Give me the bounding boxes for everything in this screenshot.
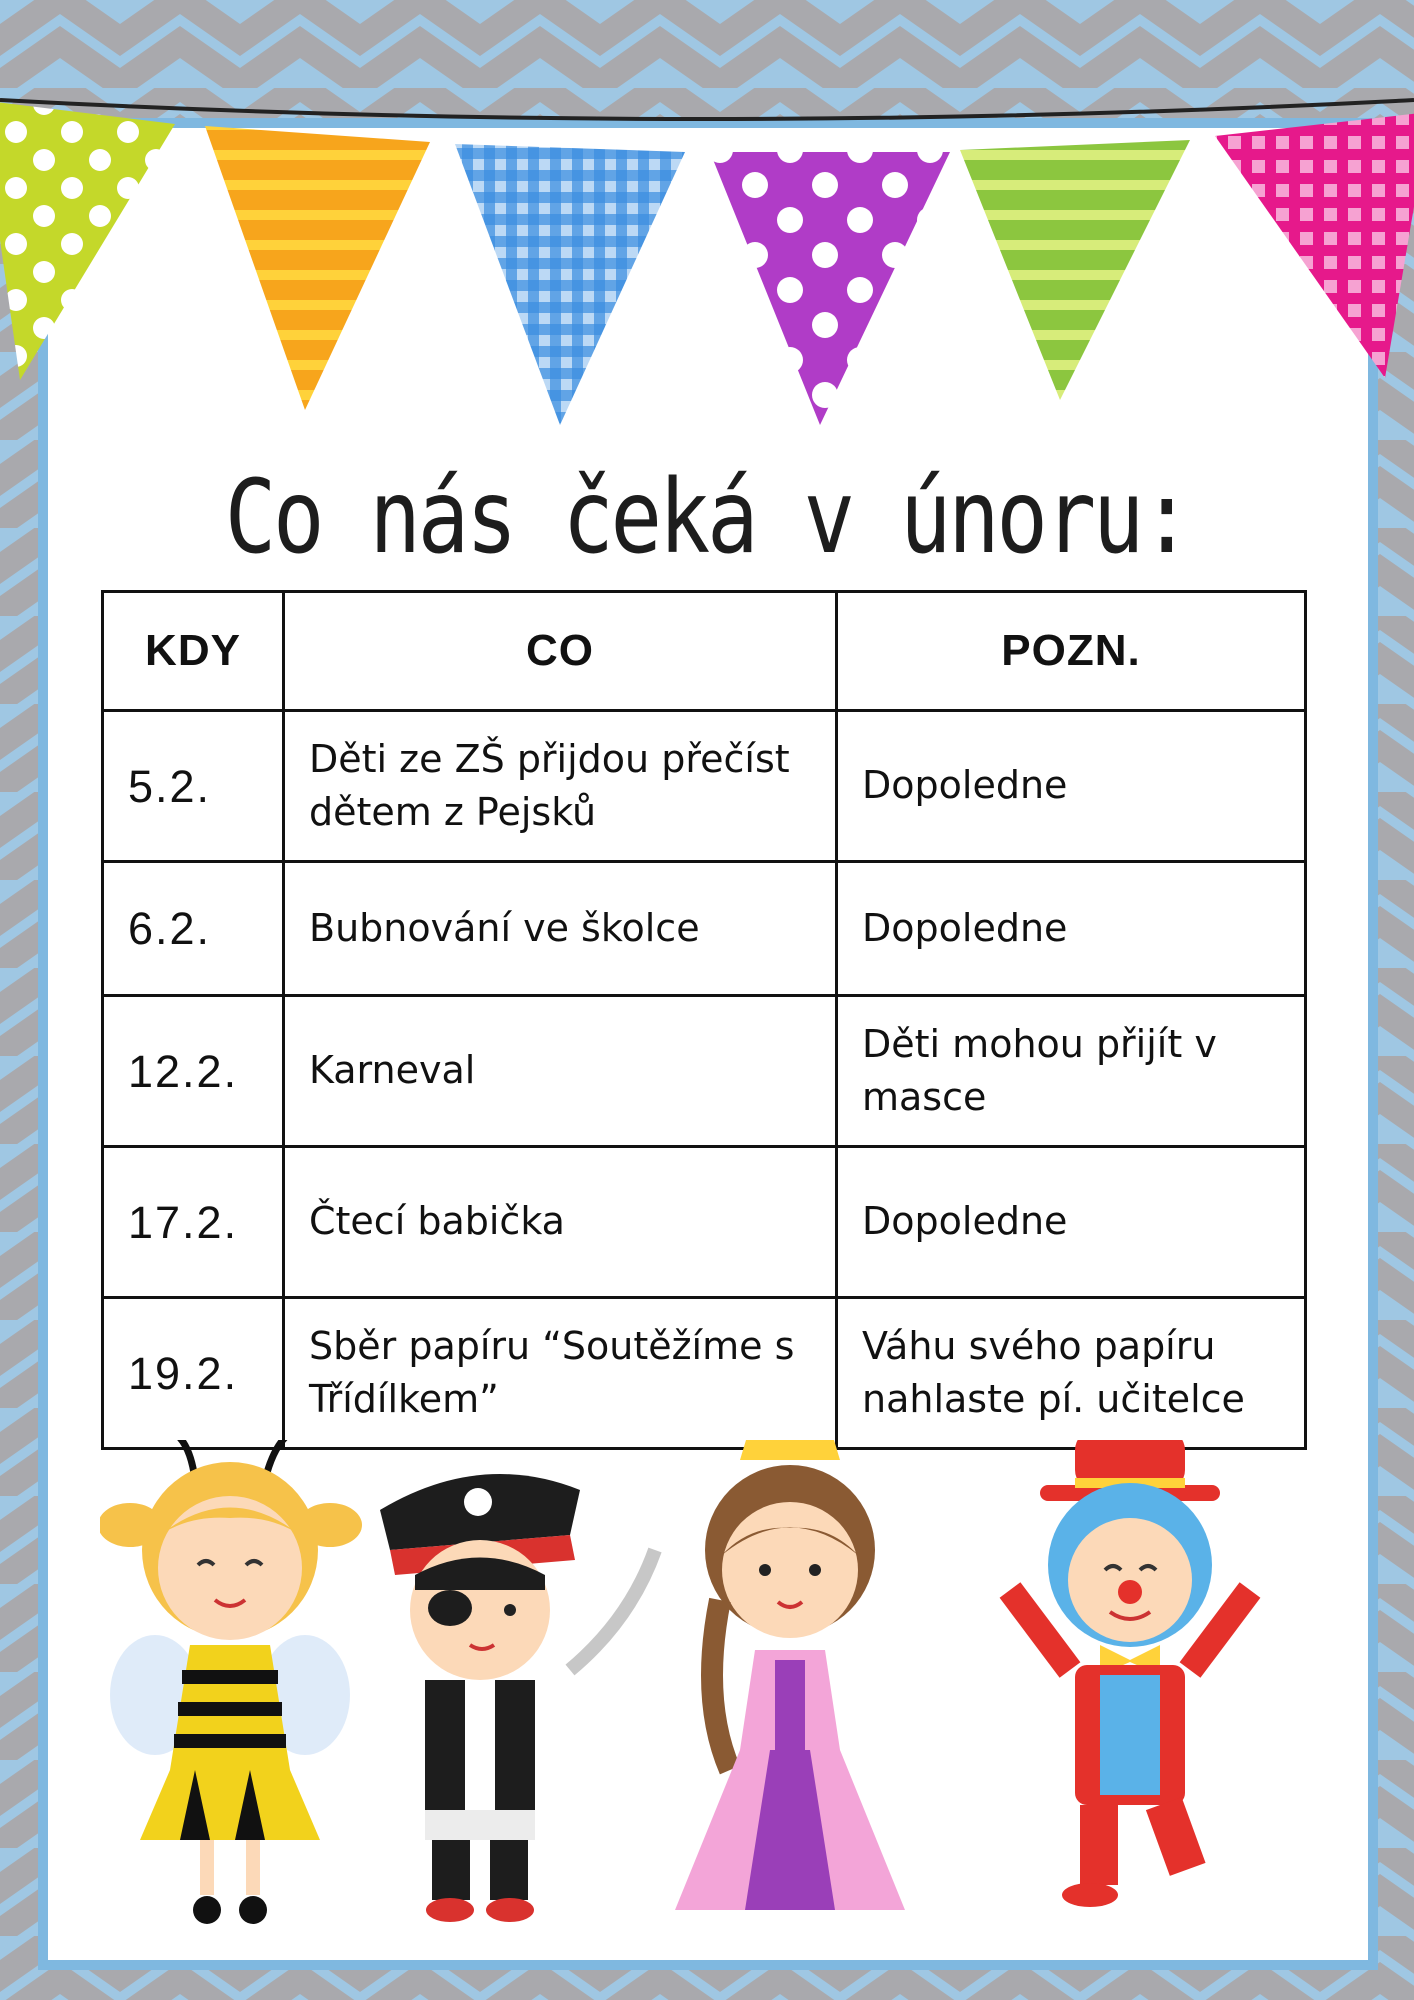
page-title: Co nás čeká v únoru: [224,458,1190,577]
event-note: Dopoledne [837,1147,1306,1298]
event-date: 12.2. [103,996,284,1147]
flag-pink-grid [1215,112,1414,378]
event-note: Váhu svého papíru nahlaste pí. učitelce [837,1298,1306,1449]
event-description: Děti ze ZŠ přijdou přečíst dětem z Pejsků [284,711,837,862]
header-when: KDY [103,592,284,711]
event-description: Sběr papíru “Soutěžíme s Třídílkem” [284,1298,837,1449]
header-what: CO [284,592,837,711]
event-description: Čtecí babička [284,1147,837,1298]
header-note: POZN. [837,592,1306,711]
table-row [103,996,1306,1147]
events-table [101,590,1307,1450]
clown-figure [1010,1440,1250,1907]
flag-lime-dots [0,100,175,380]
flag-green-stripes [960,140,1190,400]
event-date: 6.2. [103,862,284,996]
event-date: 17.2. [103,1147,284,1298]
bunting-garland [0,60,1414,440]
table-row [103,711,1306,862]
event-note: Děti mohou přijít v masce [837,996,1306,1147]
event-description: Karneval [284,996,837,1147]
flag-orange-stripes [205,126,430,410]
bee-girl-figure [100,1440,362,1924]
flag-purple-dots [710,152,950,425]
flag-blue-gingham [455,144,685,425]
event-note: Dopoledne [837,862,1306,996]
table-row [103,1147,1306,1298]
costumed-kids-illustration [100,1440,1340,1960]
table-header-row [103,592,1306,711]
event-date: 19.2. [103,1298,284,1449]
event-date: 5.2. [103,711,284,862]
event-description: Bubnování ve školce [284,862,837,996]
event-note: Dopoledne [837,711,1306,862]
bunting-string [0,100,1414,119]
princess-figure [675,1440,905,1910]
table-row [103,1298,1306,1449]
table-row [103,862,1306,996]
pirate-figure [380,1474,655,1922]
